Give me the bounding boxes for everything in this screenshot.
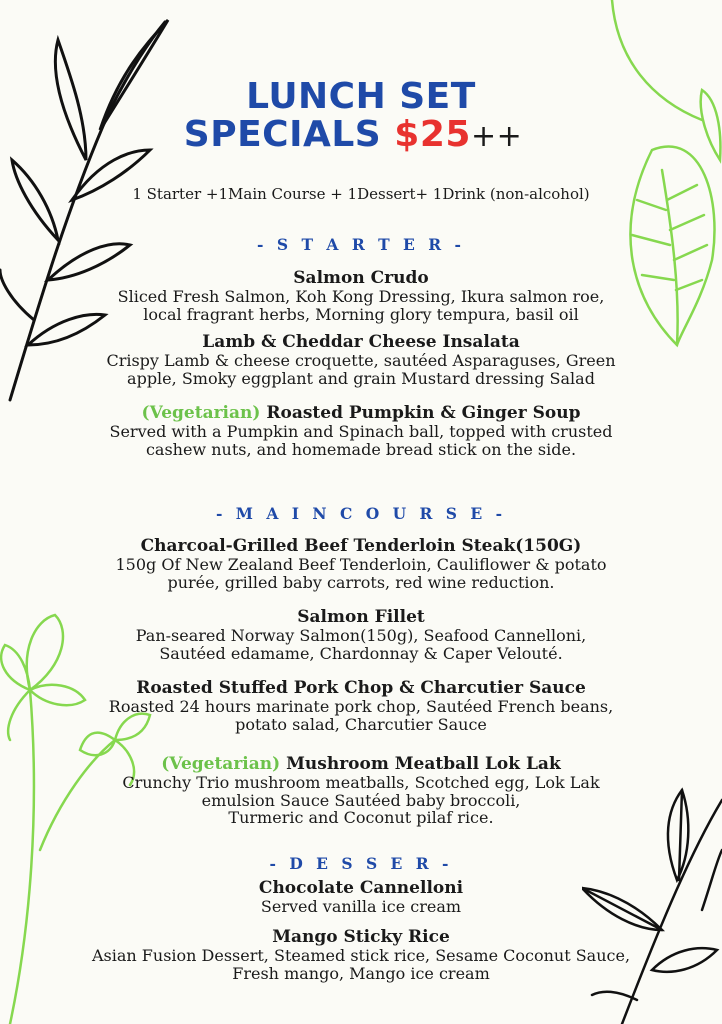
specials-word: SPECIALS [183, 114, 382, 155]
dish-desc: potato salad, Charcutier Sauce [235, 714, 487, 734]
dish-name: Charcoal-Grilled Beef Tenderloin Steak(150G) [140, 536, 582, 556]
dish-desc: Sliced Fresh Salmon, Koh Kong Dressing, Ikura salmon roe, [117, 287, 605, 306]
dish-desc: apple, Smoky eggplant and grain Mustard dressing Salad [127, 368, 595, 388]
dish-name: Mango Sticky Rice [272, 927, 450, 947]
dish-name: Salmon Fillet [297, 607, 425, 627]
vegetarian-tag: (Vegetarian) [141, 403, 261, 423]
dish-desc: Fresh mango, Mango ice cream [232, 963, 490, 983]
dish-name: Lamb & Cheddar Cheese Insalata [202, 332, 520, 352]
dish-name-row [0, 755, 722, 774]
starter-item [0, 269, 722, 323]
dish-desc: local fragrant herbs, Morning glory tempura, basil oil [143, 304, 579, 324]
menu-title-line2 [0, 116, 714, 156]
dish-desc: Crunchy Trio mushroom meatballs, Scotched egg, Lok Lak [122, 773, 600, 792]
dish-desc: Served vanilla ice cream [260, 897, 462, 916]
dish-name: Roasted Stuffed Pork Chop & Charcutier Sauce [136, 678, 586, 698]
dish-name: Salmon Crudo [293, 268, 429, 288]
main-item [0, 755, 722, 827]
dish-name: Chocolate Cannelloni [258, 878, 464, 898]
price: $25 [394, 114, 471, 155]
dessert-item [0, 879, 722, 916]
dish-desc: Turmeric and Coconut pilaf rice. [228, 808, 494, 827]
dish-name: Mushroom Meatball Lok Lak [286, 754, 561, 774]
starter-item [0, 404, 722, 458]
dish-desc: cashew nuts, and homemade bread stick on the side. [145, 439, 577, 459]
dish-desc: Roasted 24 hours marinate pork chop, Sautéed French beans, [108, 697, 614, 716]
section-maincourse: - M A I N C O U R S E - [215, 504, 507, 523]
menu-title: LUNCH SET [246, 76, 476, 117]
section-starter: - S T A R T E R - [257, 235, 465, 254]
vegetarian-tag: (Vegetarian) [161, 754, 281, 774]
dessert-item [0, 928, 722, 982]
dish-desc: 150g Of New Zealand Beef Tenderloin, Cauliflower & potato [115, 555, 607, 574]
starter-item [0, 333, 722, 387]
dish-desc: purée, grilled baby carrots, red wine reduction. [167, 572, 555, 592]
set-description: 1 Starter +1Main Course + 1Dessert+ 1Drink (non-alcohol) [132, 185, 590, 203]
dish-desc: Sautéed edamame, Chardonnay & Caper Velouté. [159, 643, 563, 663]
main-item [0, 679, 722, 733]
dish-name: Roasted Pumpkin & Ginger Soup [266, 403, 581, 423]
section-dessert: - D E S S E R - [269, 854, 453, 873]
dish-desc: Served with a Pumpkin and Spinach ball, topped with crusted [109, 422, 613, 441]
main-item [0, 537, 722, 591]
dish-desc: emulsion Sauce Sautéed baby broccoli, [201, 790, 521, 810]
dish-name-row [0, 404, 722, 423]
dish-desc: Asian Fusion Dessert, Steamed stick rice, Sesame Coconut Sauce, [91, 946, 631, 965]
main-item [0, 608, 722, 662]
price-suffix: ++ [470, 119, 523, 154]
dish-desc: Pan-seared Norway Salmon(150g), Seafood Cannelloni, [135, 626, 587, 645]
dish-desc: Crispy Lamb & cheese croquette, sautéed Asparaguses, Green [106, 351, 616, 370]
